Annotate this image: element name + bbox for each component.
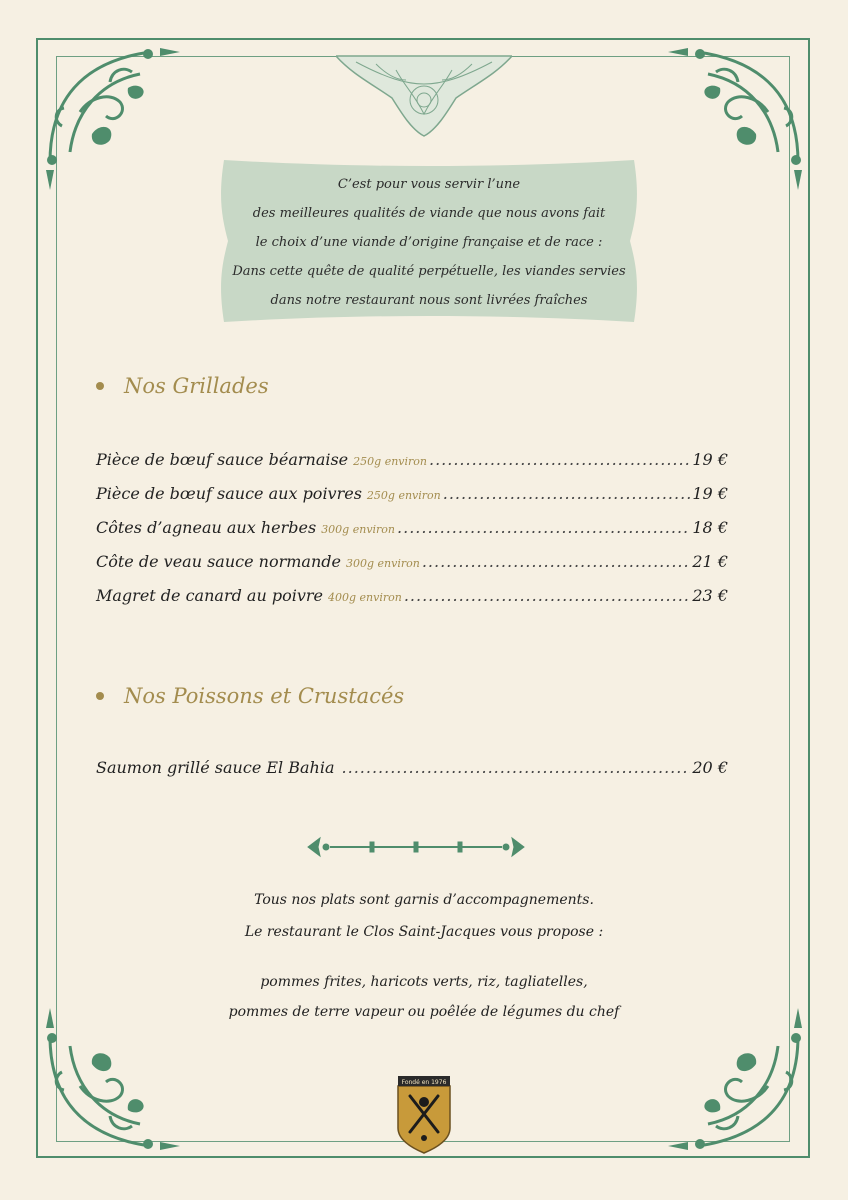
crest-logo-icon <box>396 1074 452 1154</box>
intro-line: des meilleures qualités de viande que nous avons fait <box>252 206 606 221</box>
dot-leader <box>422 552 691 571</box>
dot-leader <box>404 586 691 605</box>
menu-item-name: Côtes d’agneau aux herbes <box>96 518 317 537</box>
garnish-line: pommes de terre vapeur ou poêlée de légumes du chef <box>228 1004 620 1020</box>
intro-text <box>216 170 642 315</box>
menu-item-weight: 300g environ <box>321 523 396 536</box>
dot-leader <box>342 758 691 777</box>
menu-item <box>96 758 728 777</box>
menu-item-price: 21 € <box>692 552 728 571</box>
menu-item-weight: 400g environ <box>328 591 402 604</box>
menu-item-name: Côte de veau sauce normande <box>96 552 341 571</box>
divider-ornament-icon <box>306 832 526 862</box>
intro-line: dans notre restaurant nous sont livrées fraîches <box>270 293 588 308</box>
bullet-icon <box>96 692 104 700</box>
menu-item-price: 19 € <box>692 450 728 469</box>
menu-item-price: 19 € <box>692 484 728 503</box>
menu-item-weight: 250g environ <box>366 489 441 502</box>
corner-ornament-icon <box>40 1006 190 1156</box>
dot-leader <box>429 450 690 469</box>
corner-ornament-icon <box>40 42 190 192</box>
menu-item-name: Magret de canard au poivre <box>96 586 323 605</box>
svg-text:Fondé en 1976: Fondé en 1976 <box>401 1079 447 1086</box>
section-title-text: Nos Grillades <box>124 374 269 398</box>
menu-item-price: 20 € <box>692 758 728 777</box>
menu-item <box>96 552 728 571</box>
section-title-grillades <box>96 374 269 398</box>
garnish-line: Le restaurant le Clos Saint-Jacques vous propose : <box>244 924 604 940</box>
menu-item <box>96 518 728 537</box>
dot-leader <box>397 518 690 537</box>
bullet-icon <box>96 382 104 390</box>
menu-item-weight: 250g environ <box>353 455 427 468</box>
menu-item <box>96 484 728 503</box>
garnish-line: Tous nos plats sont garnis d’accompagnements. <box>254 892 594 908</box>
section-title-poissons <box>96 684 404 708</box>
dot-leader <box>443 484 691 503</box>
menu-item-weight: 300g environ <box>345 557 420 570</box>
menu-item-price: 23 € <box>692 586 728 605</box>
menu-item-name: Saumon grillé sauce El Bahia <box>96 758 335 777</box>
menu-item-name: Pièce de bœuf sauce béarnaise <box>96 450 349 469</box>
section-title-text: Nos Poissons et Crustacés <box>124 684 405 708</box>
lace-ornament-icon <box>336 54 512 138</box>
corner-ornament-icon <box>658 1006 808 1156</box>
intro-banner <box>216 158 642 324</box>
menu-item-price: 18 € <box>692 518 728 537</box>
intro-line: Dans cette quête de qualité perpétuelle, les viandes servies <box>232 264 626 279</box>
menu-item <box>96 586 728 605</box>
intro-line: C’est pour vous servir l’une <box>337 177 521 192</box>
garnish-line: pommes frites, haricots verts, riz, tagliatelles, <box>260 974 588 990</box>
menu-item-name: Pièce de bœuf sauce aux poivres <box>96 484 362 503</box>
corner-ornament-icon <box>658 42 808 192</box>
menu-item <box>96 450 728 469</box>
intro-line: le choix d’une viande d’origine française et de race : <box>255 235 603 250</box>
